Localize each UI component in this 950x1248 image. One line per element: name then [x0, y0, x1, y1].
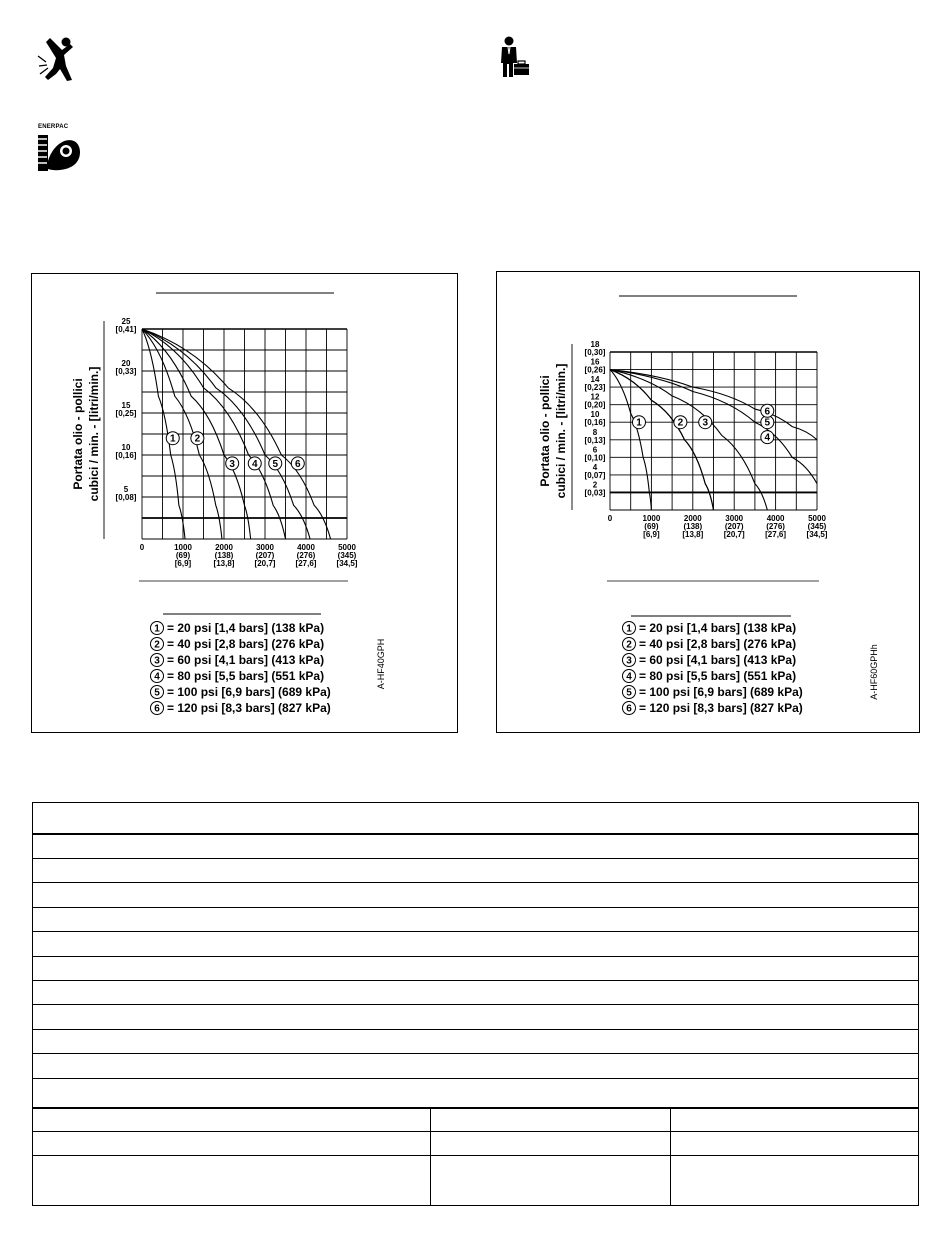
y-tick-label-sub: [0,33]: [115, 367, 137, 376]
table-column-divider: [670, 1108, 671, 1206]
curve-label-number: 4: [764, 432, 771, 444]
curve-label-5: [623, 686, 636, 699]
flow-chart-right: [497, 272, 919, 732]
table-row-divider: [33, 1029, 918, 1030]
curve-label-number: 1: [626, 623, 632, 635]
x-tick-label: 3000: [725, 514, 744, 523]
curve-label-number: 5: [272, 458, 279, 470]
table-subheader-divider: [33, 1107, 918, 1109]
x-tick-label: 5000: [808, 514, 826, 523]
curve-label-number: 3: [702, 417, 709, 429]
specification-table: [32, 802, 919, 1206]
y-tick-label: 6: [592, 445, 598, 455]
table-row-divider: [33, 980, 918, 981]
y-tick-label-sub: [0,16]: [115, 451, 137, 460]
y-tick-label-sub: [0,16]: [584, 418, 606, 428]
x-tick-label: 5000: [338, 543, 356, 552]
y-axis-label: [538, 364, 568, 499]
x-tick-label: 3000: [256, 543, 274, 552]
curve-label-number: 1: [154, 623, 160, 635]
curve-label-number: 6: [154, 703, 160, 715]
x-tick-label-sub: (345): [807, 522, 827, 531]
x-tick-label: 1000: [642, 514, 661, 523]
legend-entry-text: = 80 psi [5,5 bars] (551 kPa): [639, 669, 797, 683]
x-tick-label-sub2: [13,8]: [682, 530, 704, 539]
y-tick-label: 10: [121, 443, 131, 452]
curve-label-1: [632, 416, 645, 429]
curve-label-3: [699, 416, 712, 429]
curve-label-number: 3: [626, 655, 632, 667]
x-tick-label-sub: (69): [175, 551, 191, 560]
curve-label-number: 4: [154, 671, 160, 683]
x-tick-label-sub2: [34,5]: [336, 559, 358, 568]
x-tick-label-sub2: [34,5]: [806, 530, 828, 539]
curve-label-6: [151, 702, 164, 715]
curve-label-4: [761, 431, 774, 444]
y-tick-label: 14: [590, 375, 600, 385]
y-tick-label: 2: [592, 480, 598, 490]
curve-label-number: 2: [194, 433, 201, 445]
curve-label-1: [623, 622, 636, 635]
x-tick-label-sub: (276): [296, 551, 316, 560]
y-tick-label-sub: [0,23]: [584, 383, 606, 393]
legend-entry-text: = 100 psi [6,9 bars] (689 kPa): [639, 685, 803, 699]
y-tick-label: 15: [121, 401, 131, 410]
legend-entry-text: = 20 psi [1,4 bars] (138 kPa): [167, 621, 325, 635]
y-tick-label: 8: [592, 427, 598, 437]
curve-label-number: 5: [154, 687, 160, 699]
curve-label-6: [291, 457, 304, 470]
legend-entry-text: = 40 psi [2,8 bars] (276 kPa): [639, 637, 797, 651]
curve-label-3: [623, 654, 636, 667]
y-tick-label: 4: [592, 462, 598, 472]
x-tick-label: 2000: [683, 514, 702, 523]
y-tick-label: 10: [590, 410, 600, 420]
x-tick-label-sub: (207): [255, 551, 275, 560]
curve-label-4: [623, 670, 636, 683]
curve-label-5: [269, 457, 282, 470]
y-tick-label-sub: [0,41]: [115, 325, 137, 334]
x-tick-label-sub2: [6,9]: [643, 530, 660, 539]
curve-label-number: 4: [626, 671, 632, 683]
curve-label-number: 2: [677, 417, 684, 429]
enerpac-wrench-logo-icon: [38, 131, 84, 175]
curve-label-6: [761, 404, 774, 417]
curve-label-1: [151, 622, 164, 635]
y-tick-label: 20: [121, 359, 131, 368]
table-column-divider: [430, 1108, 431, 1206]
curve-label-number: 1: [636, 417, 642, 429]
y-tick-label: 18: [590, 340, 600, 349]
table-row-divider: [33, 956, 918, 957]
curve-label-2: [191, 432, 204, 445]
table-row-divider: [33, 931, 918, 932]
curve-label-number: 6: [626, 703, 632, 715]
x-tick-label: 0: [139, 543, 145, 552]
y-tick-label-sub: [0,26]: [584, 365, 606, 375]
y-axis-label: [71, 367, 101, 502]
y-tick-label-sub: [0,08]: [115, 493, 137, 502]
curve-label-number: 3: [154, 655, 160, 667]
x-tick-label-sub2: [13,8]: [213, 559, 235, 568]
curve-label-number: 6: [764, 406, 771, 418]
flow-chart-panel-left: [31, 273, 458, 733]
legend-entry-text: = 100 psi [6,9 bars] (689 kPa): [167, 685, 331, 699]
table-row-divider: [33, 1078, 918, 1079]
curve-label-number: 4: [251, 458, 258, 470]
x-tick-label: 1000: [174, 543, 192, 552]
table-header-divider: [33, 833, 918, 835]
curve-label-2: [623, 638, 636, 651]
curve-label-4: [248, 457, 261, 470]
enerpac-logo: [38, 124, 84, 176]
y-axis-label-line-1: Portata olio - pollici: [71, 378, 85, 490]
legend-entry-text: = 60 psi [4,1 bars] (413 kPa): [639, 653, 797, 667]
operator-with-toolbox-icon: [496, 36, 532, 78]
y-tick-label: 12: [590, 392, 600, 402]
x-tick-label-sub2: [20,7]: [254, 559, 276, 568]
x-tick-label-sub: (138): [214, 551, 234, 560]
x-tick-label-sub: (276): [766, 522, 785, 531]
x-tick-label: 0: [607, 514, 613, 523]
y-tick-label-sub: [0,25]: [115, 409, 137, 418]
x-tick-label-sub2: [27,6]: [295, 559, 317, 568]
y-axis-label-line-2: cubici / min. - [litri/min.]: [87, 366, 101, 502]
x-tick-label-sub2: [6,9]: [174, 559, 192, 568]
y-tick-label-sub: [0,07]: [584, 470, 606, 480]
figure-code: A-HF40GPH: [376, 638, 386, 690]
curve-label-number: 2: [154, 639, 160, 651]
curve-label-number: 6: [295, 458, 301, 470]
curve-label-number: 5: [764, 417, 771, 429]
y-tick-label-sub: [0,30]: [584, 348, 606, 357]
curve-label-6: [623, 702, 636, 715]
figure-code: A-HF60GPHh: [869, 644, 879, 700]
y-tick-label: 16: [590, 357, 600, 367]
y-tick-label: 5: [123, 485, 129, 494]
curve-label-number: 5: [626, 687, 632, 699]
curve-label-5: [151, 686, 164, 699]
y-tick-label-sub: [0,20]: [584, 400, 606, 410]
curve-label-3: [226, 457, 239, 470]
legend-entry-text: = 20 psi [1,4 bars] (138 kPa): [639, 621, 797, 635]
y-axis-label-line-1: Portata olio - pollici: [538, 375, 552, 487]
legend-entry-text: = 120 psi [8,3 bars] (827 kPa): [167, 701, 331, 715]
x-tick-label: 4000: [297, 543, 315, 552]
legend-entry-text: = 120 psi [8,3 bars] (827 kPa): [639, 701, 803, 715]
y-tick-label-sub: [0,03]: [584, 488, 606, 498]
y-tick-label: 25: [121, 317, 131, 326]
x-tick-label-sub: (207): [724, 522, 744, 531]
table-row-divider: [33, 858, 918, 859]
legend-entry-text: = 60 psi [4,1 bars] (413 kPa): [167, 653, 325, 667]
y-tick-label-sub: [0,13]: [584, 435, 606, 445]
table-row-divider: [33, 907, 918, 908]
legend-entry-text: = 80 psi [5,5 bars] (551 kPa): [167, 669, 325, 683]
curve-label-number: 3: [229, 458, 235, 470]
legend-entry-text: = 40 psi [2,8 bars] (276 kPa): [167, 637, 325, 651]
table-row-divider: [33, 1004, 918, 1005]
enerpac-logo-text: ENERPAC: [38, 124, 69, 130]
x-tick-label-sub: (69): [644, 522, 659, 531]
table-row-divider: [33, 1053, 918, 1054]
table-row-divider: [33, 1155, 918, 1156]
curve-label-1: [166, 432, 179, 445]
x-tick-label-sub2: [27,6]: [765, 530, 787, 539]
y-axis-label-line-2: cubici / min. - [litri/min.]: [554, 363, 568, 499]
table-row-divider: [33, 1131, 918, 1132]
table-row-divider: [33, 882, 918, 883]
flow-chart-panel-right: [496, 271, 920, 733]
x-tick-label: 4000: [766, 514, 785, 523]
curve-label-2: [151, 638, 164, 651]
x-tick-label-sub: (138): [683, 522, 703, 531]
x-tick-label: 2000: [215, 543, 233, 552]
falling-person-hazard-icon: [36, 36, 80, 82]
curve-label-2: [674, 416, 687, 429]
x-tick-label-sub: (345): [337, 551, 357, 560]
x-tick-label-sub2: [20,7]: [723, 530, 745, 539]
curve-label-number: 1: [169, 433, 176, 445]
curve-label-number: 2: [626, 639, 632, 651]
curve-label-3: [151, 654, 164, 667]
y-tick-label-sub: [0,10]: [584, 453, 606, 463]
flow-chart-left: [32, 274, 457, 732]
curve-label-4: [151, 670, 164, 683]
